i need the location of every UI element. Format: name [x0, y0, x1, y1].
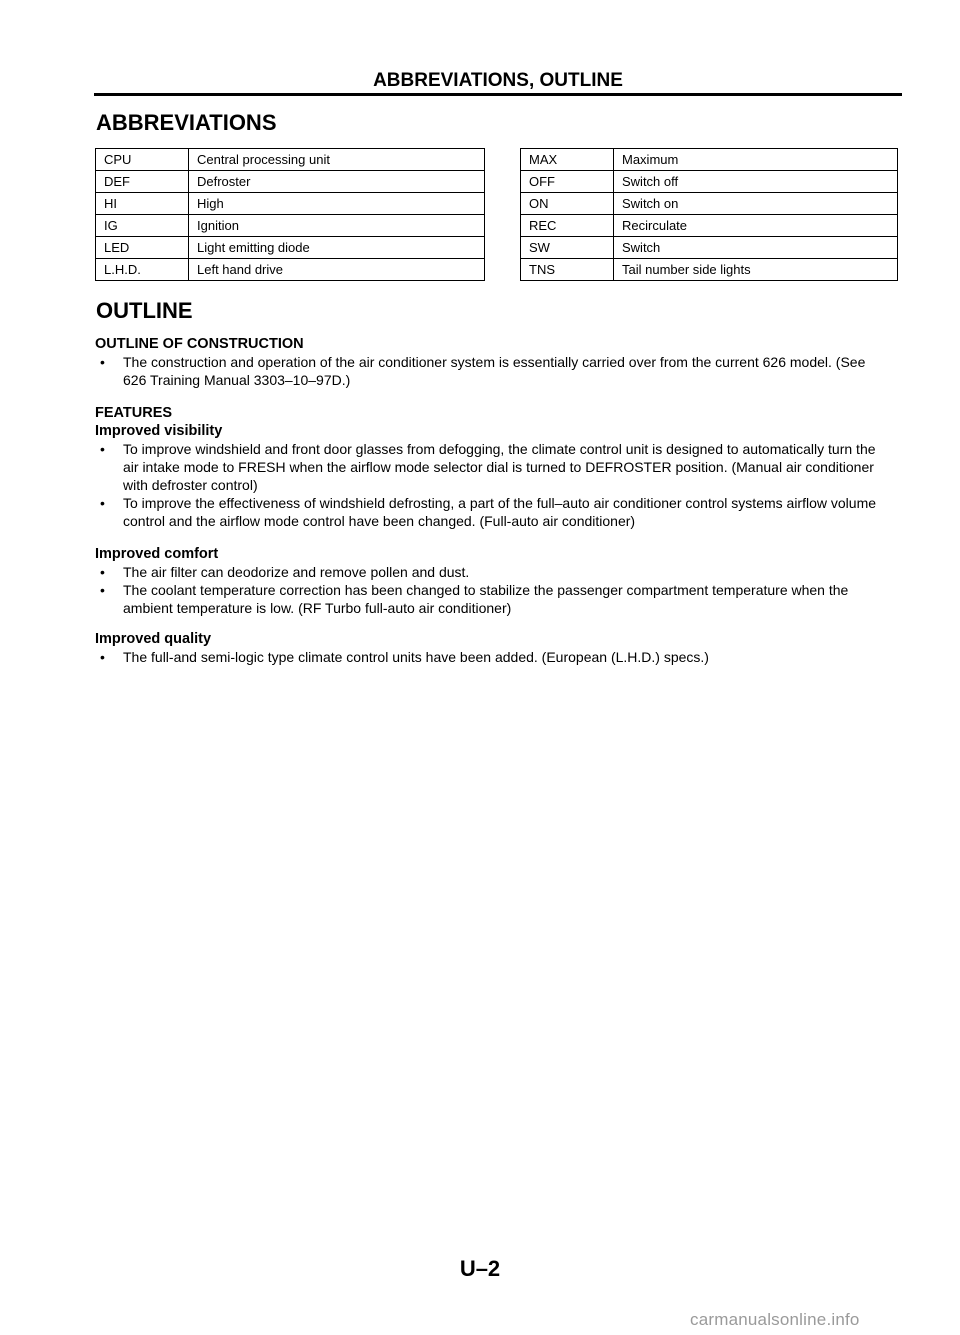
table-row: [96, 215, 485, 237]
abbr-code: IG: [96, 215, 189, 237]
bullet-text: The air filter can deodorize and remove pollen and dust.: [123, 564, 470, 580]
abbr-meaning: High: [189, 193, 485, 215]
bullet-icon: •: [100, 649, 105, 665]
table-row: [96, 149, 485, 171]
bullet-text: The coolant temperature correction has been changed to stabilize the passenger compartment temperature when the ambient temperature is low. (RF Turbo full-auto air conditioner): [123, 582, 849, 616]
outline-title: OUTLINE: [96, 298, 193, 323]
abbr-code: HI: [96, 193, 189, 215]
watermark: carmanualsonline.info: [690, 1310, 860, 1329]
bullet-text: To improve the effectiveness of windshield defrosting, a part of the full–auto air conditioner control systems airflow volume control and the airflow mode control have been changed. (Full-auto air conditioner): [123, 495, 877, 529]
abbr-code: CPU: [96, 149, 189, 171]
abbr-code: MAX: [521, 149, 614, 171]
abbr-meaning: Maximum: [614, 149, 898, 171]
abbr-code: REC: [521, 215, 614, 237]
visibility-heading: Improved visibility: [95, 423, 223, 439]
abbr-code: OFF: [521, 171, 614, 193]
table-row: [96, 259, 485, 281]
table-row: [96, 171, 485, 193]
abbr-meaning: Light emitting diode: [189, 237, 485, 259]
list-item: [100, 440, 890, 494]
bullet-icon: •: [100, 495, 105, 511]
abbr-meaning: Switch on: [614, 193, 898, 215]
bullet-text: The construction and operation of the air conditioner system is essentially carried over from the current 626 model. (See 626 Training Manual 3303–10–97D.): [123, 354, 866, 388]
table-row: [521, 215, 898, 237]
abbr-code: TNS: [521, 259, 614, 281]
abbr-code: DEF: [96, 171, 189, 193]
table-row: [521, 149, 898, 171]
comfort-heading: Improved comfort: [95, 546, 219, 562]
bullet-icon: •: [100, 354, 105, 370]
abbr-meaning: Recirculate: [614, 215, 898, 237]
bullet-icon: •: [100, 441, 105, 457]
abbreviations-table-right: [520, 148, 898, 281]
page-number: U–2: [459, 1256, 501, 1281]
table-row: [96, 193, 485, 215]
abbr-code: SW: [521, 237, 614, 259]
abbr-meaning: Tail number side lights: [614, 259, 898, 281]
abbr-meaning: Left hand drive: [189, 259, 485, 281]
abbr-meaning: Central processing unit: [189, 149, 485, 171]
list-item: [100, 581, 890, 617]
table-row: [96, 237, 485, 259]
abbr-code: L.H.D.: [96, 259, 189, 281]
abbr-meaning: Switch off: [614, 171, 898, 193]
abbr-meaning: Defroster: [189, 171, 485, 193]
list-item: [100, 353, 890, 389]
header-rule: [94, 93, 902, 96]
features-heading: FEATURES: [95, 405, 173, 421]
table-row: [521, 193, 898, 215]
abbr-code: LED: [96, 237, 189, 259]
bullet-icon: •: [100, 564, 105, 580]
bullet-text: To improve windshield and front door glasses from defogging, the climate control unit is designed to automatically turn the air intake mode to FRESH when the airflow mode selector dial is turned to DEFROSTER position. (Manual air conditioner with defroster control): [123, 441, 876, 493]
table-row: [521, 237, 898, 259]
list-item: [100, 563, 890, 581]
table-row: [521, 259, 898, 281]
construction-heading: OUTLINE OF CONSTRUCTION: [95, 336, 304, 352]
bullet-text: The full-and semi-logic type climate control units have been added. (European (L.H.D.) specs.): [123, 649, 709, 665]
list-item: [100, 648, 890, 666]
list-item: [100, 494, 890, 530]
abbr-meaning: Ignition: [189, 215, 485, 237]
page-header-title: ABBREVIATIONS, OUTLINE: [373, 70, 623, 91]
abbr-meaning: Switch: [614, 237, 898, 259]
table-row: [521, 171, 898, 193]
abbreviations-table-left: [95, 148, 485, 281]
bullet-icon: •: [100, 582, 105, 598]
abbr-code: ON: [521, 193, 614, 215]
quality-heading: Improved quality: [95, 631, 212, 647]
abbreviations-title: ABBREVIATIONS: [96, 110, 277, 135]
